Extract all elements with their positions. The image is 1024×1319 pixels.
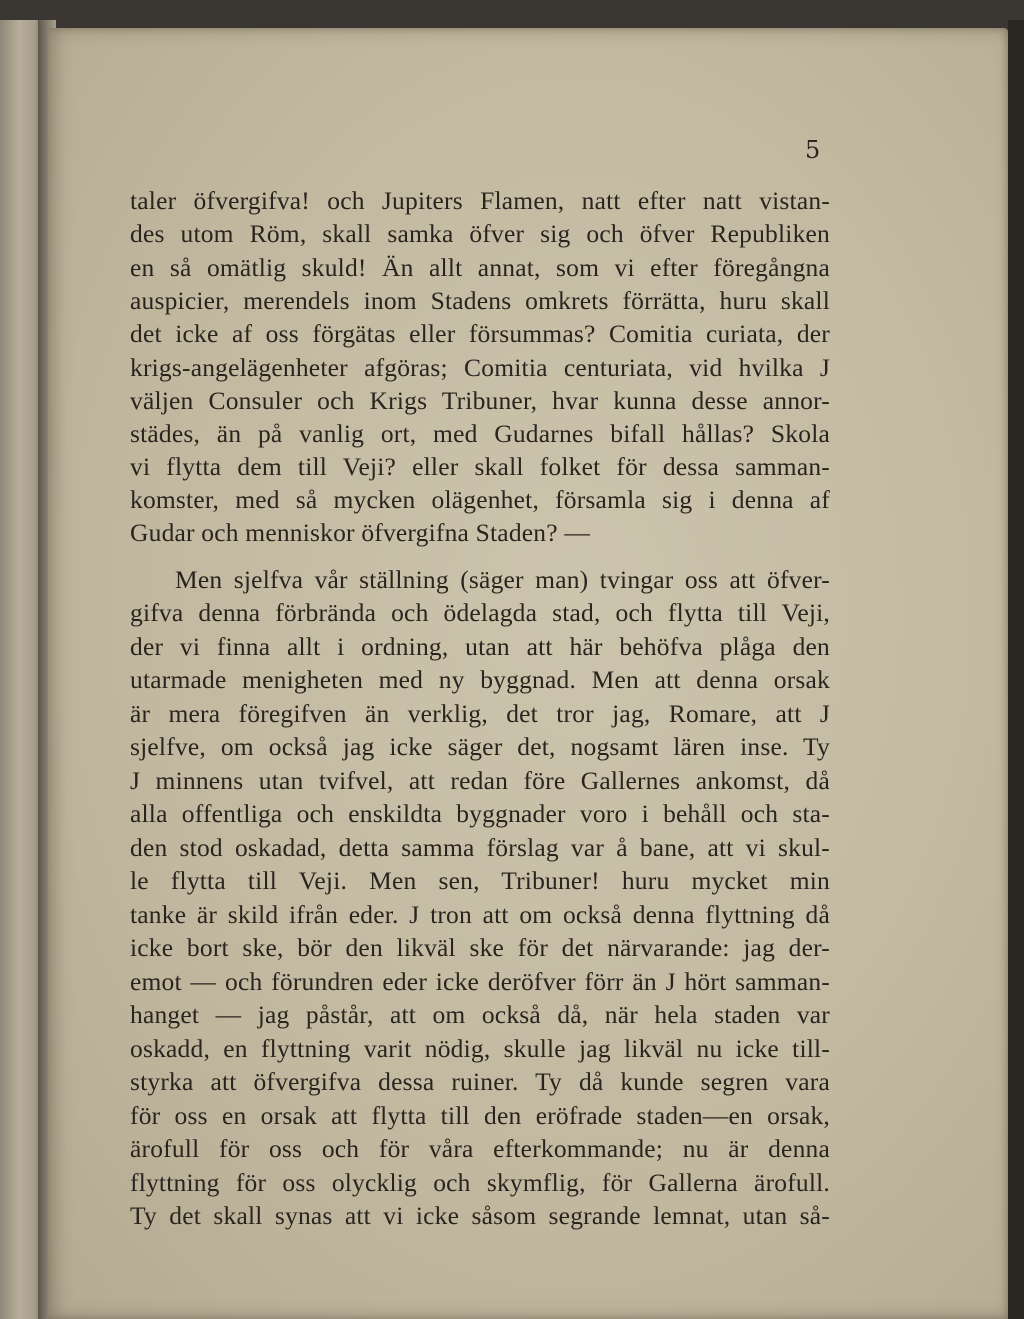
text-line: vi flytta dem till Veji? eller skall folket för dessa samman- xyxy=(130,452,830,481)
text-line: auspicier, merendels inom Stadens omkrets förrätta, huru skall xyxy=(130,286,830,315)
text-line: der vi finna allt i ordning, utan att här behöfva plåga den xyxy=(130,632,830,661)
text-line: tanke är skild ifrån eder. J tron att om också denna flyttning då xyxy=(130,900,830,929)
text-line: emot — och förundren eder icke deröfver förr än J hört samman- xyxy=(130,967,830,996)
text-line: för oss en orsak att flytta till den eröfrade staden—en orsak, xyxy=(130,1101,830,1130)
text-line: gifva denna förbrända och ödelagda stad, och flytta till Veji, xyxy=(130,598,830,627)
text-line: alla offentliga och enskildta byggnader voro i behåll och sta- xyxy=(130,799,830,828)
text-line: flyttning för oss olycklig och skymflig, för Gallerna ärofull. xyxy=(130,1168,830,1197)
text-line: styrka att öfvergifva dessa ruiner. Ty då kunde segren vara xyxy=(130,1067,830,1096)
right-scan-edge xyxy=(1008,20,1024,1319)
text-line: taler öfvergifva! och Jupiters Flamen, natt efter natt vistan- xyxy=(130,186,830,215)
text-line: hanget — jag påstår, att om också då, när hela staden var xyxy=(130,1000,830,1029)
text-line: Gudar och menniskor öfvergifna Staden? — xyxy=(130,518,591,547)
text-line: ärofull för oss och för våra efterkommande; nu är denna xyxy=(130,1134,830,1163)
text-line: icke bort ske, bör den likväl ske för det närvarande: jag der- xyxy=(130,933,830,962)
text-line: det icke af oss förgätas eller försummas? Comitia curiata, der xyxy=(130,319,830,348)
text-line: sjelfve, om också jag icke säger det, nogsamt lären inse. Ty xyxy=(130,732,830,761)
text-line: komster, med så mycken olägenhet, församla sig i denna af xyxy=(130,485,830,514)
text-line: krigs-angelägenheter afgöras; Comitia centuriata, vid hvilka J xyxy=(130,353,830,382)
text-line: oskadd, en flyttning varit nödig, skulle jag likväl nu icke till- xyxy=(130,1034,830,1063)
text-line: städes, än på vanlig ort, med Gudarnes bifall hållas? Skola xyxy=(130,419,830,448)
text-line: des utom Röm, skall samka öfver sig och öfver Republiken xyxy=(130,219,830,248)
text-line: le flytta till Veji. Men sen, Tribuner! huru mycket min xyxy=(130,866,830,895)
text-line: en så omätlig skuld! Än allt annat, som vi efter föregångna xyxy=(130,253,830,282)
text-line: utarmade menigheten med ny byggnad. Men att denna orsak xyxy=(130,665,830,694)
text-line: Ty det skall synas att vi icke såsom segrande lemnat, utan så- xyxy=(130,1201,830,1230)
text-line: är mera föregifven än verklig, det tror jag, Romare, att J xyxy=(130,699,830,728)
text-line: J minnens utan tvifvel, att redan före Gallernes ankomst, då xyxy=(130,766,830,795)
page-number: 5 xyxy=(805,136,821,164)
text-line: väljen Consuler och Krigs Tribuner, hvar kunna desse annor- xyxy=(130,386,830,415)
text-line: Men sjelfva vår ställning (säger man) tvingar oss att öfver- xyxy=(175,565,830,594)
text-line: den stod oskadad, detta samma förslag var å bane, att vi skul- xyxy=(130,833,830,862)
